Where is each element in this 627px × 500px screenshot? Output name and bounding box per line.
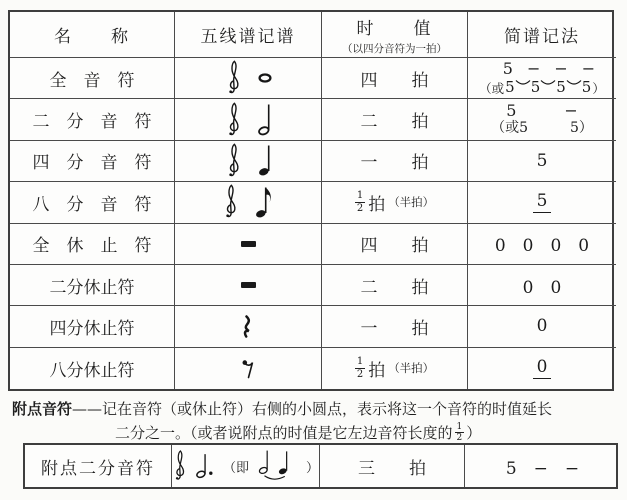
row-dotted-half-beats: 三 拍 <box>320 445 465 487</box>
dotted-half-note-icon <box>196 451 214 481</box>
dotted-half-note-table <box>23 443 618 489</box>
header-time-value <box>322 12 468 58</box>
row-dotted-half-jianpu: 5 − − <box>505 458 580 479</box>
dotted-note-explanation <box>12 398 620 444</box>
tie-arc-icon <box>566 79 582 87</box>
jianpu-line-1: 5 − <box>506 100 578 120</box>
row-eighth-note-name: 八 分 音 符 <box>10 182 175 223</box>
row-eighth-rest-name: 八分休止符 <box>10 348 175 389</box>
jianpu-line-2: （或 5 5 5 5 ） <box>479 78 605 97</box>
equivalence-open: （即 <box>223 460 250 476</box>
treble-clef-icon <box>172 445 187 487</box>
row-whole-rest-jianpu: 0 0 0 0 <box>468 224 616 265</box>
treble-clef-icon <box>225 141 242 182</box>
row-half-note-jianpu <box>468 99 616 140</box>
whole-rest-icon <box>241 241 256 247</box>
explanation-line-2: 二分之一。（或者说附点的时值是它左边音符长度的 $\frac{1}{2}$ ） <box>115 422 482 444</box>
row-eighth-rest-jianpu: 0 <box>468 348 616 389</box>
header-staff-label: 五线谱记谱 <box>200 27 296 47</box>
explanation-line-1: 附点音符——记在音符（或休止符）右侧的小圆点，表示将这一个音符的时值延长 <box>12 400 553 418</box>
row-quarter-note-name: 四 分 音 符 <box>10 141 175 182</box>
row-half-rest-staff <box>175 265 322 306</box>
header-time-value-subtitle: （以四分音符为一拍） <box>342 42 447 55</box>
header-time-value-label: 时 值 <box>356 18 433 39</box>
half-rest-icon <box>241 282 256 288</box>
row-dotted-half-staff <box>172 445 320 487</box>
row-quarter-note-beats: 一 拍 <box>322 141 468 182</box>
quarter-note-icon <box>258 144 272 177</box>
row-quarter-note-staff <box>175 141 322 182</box>
half-note-icon <box>258 103 272 136</box>
row-quarter-rest-name: 四分休止符 <box>10 306 175 347</box>
fraction-half: $\frac{1}{2}$ <box>356 190 364 214</box>
row-eighth-note-beats: $\frac{1}{2}$ 拍 （半拍） <box>322 182 468 223</box>
tie-arc-icon <box>540 79 556 87</box>
eighth-note-icon <box>255 186 275 219</box>
quarter-rest-icon <box>242 315 254 338</box>
treble-clef-icon <box>225 99 242 140</box>
row-quarter-rest-beats: 一 拍 <box>322 306 468 347</box>
header-name-label: 名 称 <box>54 27 130 47</box>
header-jianpu <box>468 12 616 58</box>
eighth-rest-icon <box>241 358 255 379</box>
jianpu-line-2: （或5 5） <box>491 120 593 137</box>
row-half-note-name: 二 分 音 符 <box>10 99 175 140</box>
fraction-half: $\frac{1}{2}$ <box>356 356 364 380</box>
row-whole-note-jianpu <box>468 58 616 99</box>
row-half-rest-name: 二分休止符 <box>10 265 175 306</box>
row-eighth-rest-beats: $\frac{1}{2}$ 拍 （半拍） <box>322 348 468 389</box>
tied-notes-icon <box>258 445 297 487</box>
row-whole-rest-name: 全 休 止 符 <box>10 224 175 265</box>
row-eighth-note-staff <box>175 182 322 223</box>
header-staff-notation <box>175 12 322 58</box>
row-whole-note-beats: 四 拍 <box>322 58 468 99</box>
treble-clef-icon <box>222 182 239 223</box>
row-dotted-half-name: 附点二分音符 <box>25 445 172 487</box>
row-half-note-staff <box>175 99 322 140</box>
row-quarter-rest-jianpu: 0 <box>468 306 616 347</box>
row-whole-rest-staff <box>175 224 322 265</box>
treble-clef-icon <box>225 58 242 99</box>
row-quarter-note-jianpu: 5 <box>468 141 616 182</box>
row-half-rest-jianpu: 0 0 <box>468 265 616 306</box>
fraction-half: $\frac{1}{2}$ <box>456 422 463 444</box>
note-values-table <box>8 10 614 391</box>
row-half-note-beats: 二 拍 <box>322 99 468 140</box>
equivalence-close: ） <box>305 460 319 476</box>
row-eighth-rest-staff <box>175 348 322 389</box>
row-eighth-note-jianpu: 5 <box>468 182 616 223</box>
row-whole-rest-beats: 四 拍 <box>322 224 468 265</box>
row-quarter-rest-staff <box>175 306 322 347</box>
header-name <box>10 12 175 58</box>
whole-note-icon <box>258 73 272 83</box>
dotted-note-term: 附点音符 <box>12 400 73 418</box>
header-jianpu-label: 简谱记法 <box>504 27 580 47</box>
row-half-rest-beats: 二 拍 <box>322 265 468 306</box>
row-whole-note-staff <box>175 58 322 99</box>
row-whole-note-name: 全 音 符 <box>10 58 175 99</box>
jianpu-line-1: 5 − − − <box>502 58 596 78</box>
tie-arc-icon <box>515 79 531 87</box>
